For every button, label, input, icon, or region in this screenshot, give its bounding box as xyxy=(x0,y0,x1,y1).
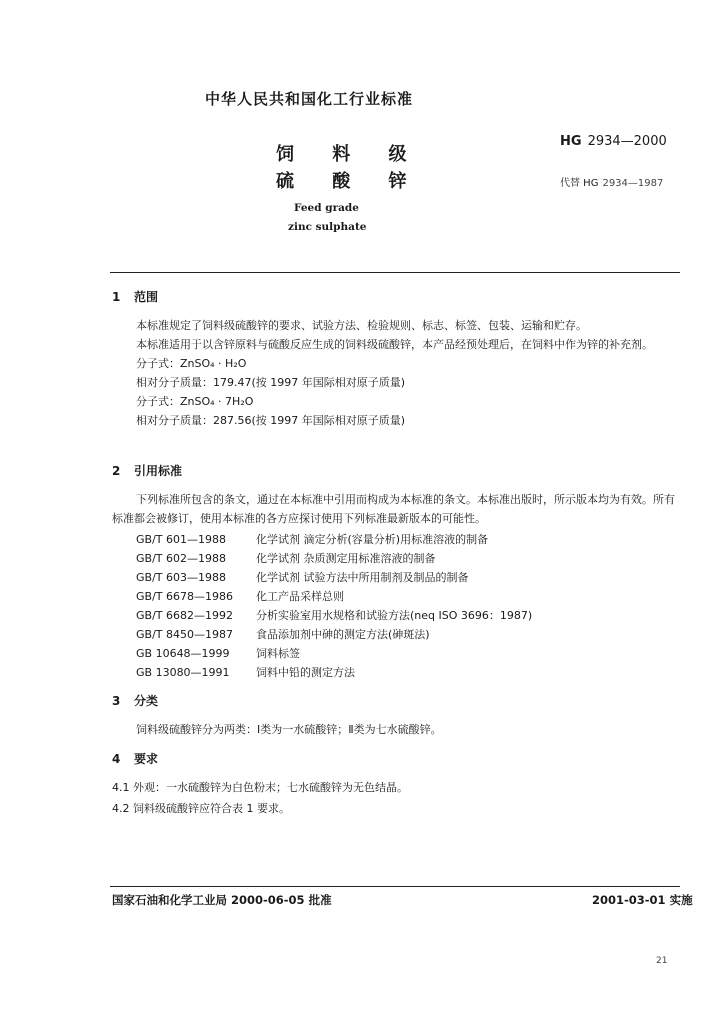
section-1-number: 1 xyxy=(112,290,121,304)
issuing-organization: 中华人民共和国化工行业标准 xyxy=(205,90,414,108)
reference-item xyxy=(136,550,436,566)
section-3-heading xyxy=(112,692,158,709)
formula-2: 分子式：ZnSO₄ · 7H₂O xyxy=(136,395,254,408)
section-4-title: 要求 xyxy=(134,752,159,766)
footer-divider xyxy=(110,886,680,887)
section-2-title: 引用标准 xyxy=(134,464,183,478)
reference-title: 分析实验室用水规格和试验方法(neq ISO 3696：1987) xyxy=(256,609,533,622)
reference-item xyxy=(136,531,488,547)
section-1-title: 范围 xyxy=(134,290,159,304)
implementation-date: 2001-03-01 实施 xyxy=(592,893,693,907)
formula-1: 分子式：ZnSO₄ · H₂O xyxy=(136,357,247,370)
reference-code: GB/T 602—1988 xyxy=(136,552,226,565)
reference-title: 饲料中铅的测定方法 xyxy=(256,666,355,679)
section-4-heading xyxy=(112,750,158,767)
replaces-label: 代替 HG xyxy=(560,178,599,189)
reference-item xyxy=(136,588,344,604)
section-1-para-1: 本标准规定了饲料级硫酸锌的要求、试验方法、检验规则、标志、标签、包装、运输和贮存。 xyxy=(136,319,587,332)
standard-prefix: HG xyxy=(560,134,582,149)
standard-number: 2934—2000 xyxy=(587,134,667,149)
section-4-number: 4 xyxy=(112,752,121,766)
section-3-title: 分类 xyxy=(134,694,159,708)
section-1-body xyxy=(112,316,680,430)
reference-code: GB/T 601—1988 xyxy=(136,533,226,546)
reference-code: GB/T 6678—1986 xyxy=(136,590,233,603)
header-divider xyxy=(110,272,680,273)
reference-code: GB 10648—1999 xyxy=(136,647,230,660)
section-2-para: 下列标准所包含的条文，通过在本标准中引用而构成为本标准的条文。本标准出版时，所示版本均为有效。所有标准都会被修订，使用本标准的各方应探讨使用下列标准最新版本的可能性。 xyxy=(112,493,675,525)
section-2-body xyxy=(112,490,680,528)
section-2-number: 2 xyxy=(112,464,121,478)
reference-item xyxy=(136,607,532,623)
reference-item xyxy=(136,664,355,680)
reference-item xyxy=(136,645,300,661)
english-title-line-2: zinc sulphate xyxy=(288,221,367,233)
reference-code: GB 13080—1991 xyxy=(136,666,230,679)
standard-code xyxy=(560,134,667,149)
reference-code: GB/T 603—1988 xyxy=(136,571,226,584)
page-number: 21 xyxy=(656,956,668,966)
replaces-number: 2934—1987 xyxy=(602,178,664,189)
english-title-line-1: Feed grade xyxy=(294,202,359,214)
section-3-number: 3 xyxy=(112,694,121,708)
section-3-body xyxy=(112,720,680,739)
replaces-note xyxy=(560,174,663,189)
reference-item xyxy=(136,569,469,585)
molecular-mass-2: 相对分子质量：287.56(按 1997 年国际相对原子质量) xyxy=(136,414,406,427)
reference-code: GB/T 8450—1987 xyxy=(136,628,233,641)
section-3-para: 饲料级硫酸锌分为两类：Ⅰ类为一水硫酸锌；Ⅱ类为七水硫酸锌。 xyxy=(136,723,442,736)
reference-title: 食品添加剂中砷的测定方法(砷斑法) xyxy=(256,628,430,641)
section-1-heading xyxy=(112,288,158,305)
requirement-4-2: 4.2 饲料级硫酸锌应符合表 1 要求。 xyxy=(112,802,290,815)
section-2-heading xyxy=(112,462,182,479)
reference-title: 化工产品采样总则 xyxy=(256,590,344,603)
reference-code: GB/T 6682—1992 xyxy=(136,609,233,622)
requirement-4-1: 4.1 外观：一水硫酸锌为白色粉末；七水硫酸锌为无色结晶。 xyxy=(112,781,408,794)
reference-item xyxy=(136,626,430,642)
molecular-mass-1: 相对分子质量：179.47(按 1997 年国际相对原子质量) xyxy=(136,376,406,389)
title-line-2: 硫 酸 锌 xyxy=(276,171,423,192)
reference-title: 化学试剂 滴定分析(容量分析)用标准溶液的制备 xyxy=(256,533,489,546)
approval-line: 国家石油和化学工业局 2000-06-05 批准 xyxy=(112,893,332,907)
reference-title: 饲料标签 xyxy=(256,647,300,660)
reference-title: 化学试剂 杂质测定用标准溶液的制备 xyxy=(256,552,436,565)
reference-title: 化学试剂 试验方法中所用制剂及制品的制备 xyxy=(256,571,469,584)
title-line-1: 饲 料 级 xyxy=(276,144,423,165)
section-1-para-2: 本标准适用于以含锌原料与硫酸反应生成的饲料级硫酸锌，本产品经预处理后，在饲料中作为锌的补充剂。 xyxy=(136,338,653,351)
